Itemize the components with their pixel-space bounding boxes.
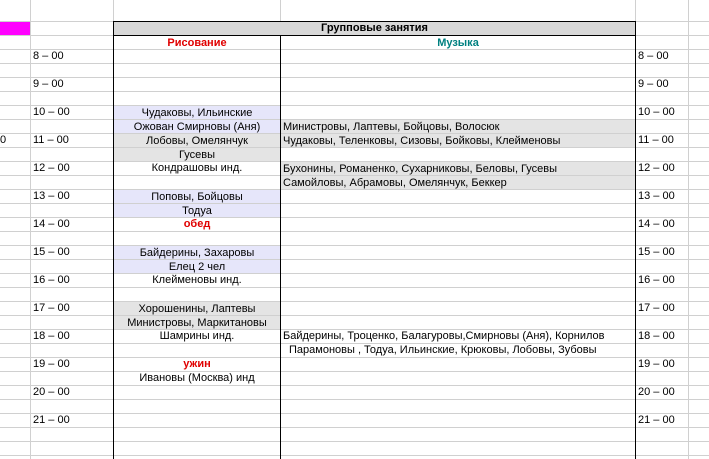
time-label[interactable]: 13 – 00 [33, 190, 70, 202]
drawing-dinner[interactable]: ужин [183, 358, 211, 370]
time-label-right[interactable]: 9 – 00 [638, 78, 669, 90]
gridline [0, 231, 709, 232]
time-label[interactable]: 9 – 00 [33, 78, 64, 90]
drawing-entry[interactable]: Елец 2 чел [114, 260, 280, 273]
time-label-right[interactable]: 15 – 00 [638, 246, 675, 258]
time-label-right[interactable]: 19 – 00 [638, 358, 675, 370]
time-label-right[interactable]: 16 – 00 [638, 274, 675, 286]
drawing-entry[interactable]: Тодуа [114, 204, 280, 217]
gridline [0, 371, 709, 372]
left-edge-value[interactable]: 0 [0, 134, 7, 146]
time-label-right[interactable]: 8 – 00 [638, 50, 669, 62]
time-label[interactable]: 14 – 00 [33, 218, 70, 230]
drawing-entry[interactable]: Кондрашовы инд. [151, 162, 243, 174]
gridline [0, 287, 709, 288]
time-label[interactable]: 21 – 00 [33, 414, 70, 426]
time-label[interactable]: 16 – 00 [33, 274, 70, 286]
time-label[interactable]: 19 – 00 [33, 358, 70, 370]
drawing-entry[interactable]: Гусевы [114, 148, 280, 161]
time-label[interactable]: 17 – 00 [33, 302, 70, 314]
music-entry[interactable]: Самойловы, Абрамовы, Омелянчук, Беккер [281, 176, 635, 189]
time-label-right[interactable]: 18 – 00 [638, 330, 675, 342]
time-label[interactable]: 10 – 00 [33, 106, 70, 118]
time-label[interactable]: 20 – 00 [33, 386, 70, 398]
column-border [113, 21, 114, 459]
gridline [0, 441, 709, 442]
music-entry[interactable]: Парамоновы , Тодуа, Ильинские, Крюковы, Лобовы, Зубовы [289, 344, 597, 356]
header-title[interactable]: Групповые занятия [113, 21, 636, 36]
drawing-entry[interactable]: Ивановы (Москва) инд [139, 372, 255, 384]
gridline [0, 63, 709, 64]
time-label[interactable]: 15 – 00 [33, 246, 70, 258]
header-music[interactable]: Музыка [437, 37, 479, 49]
column-border [280, 35, 281, 459]
time-label-right[interactable]: 21 – 00 [638, 414, 675, 426]
time-label[interactable]: 18 – 00 [33, 330, 70, 342]
time-label-right[interactable]: 12 – 00 [638, 162, 675, 174]
time-label-right[interactable]: 20 – 00 [638, 386, 675, 398]
gridline [0, 455, 709, 456]
drawing-entry[interactable]: Поповы, Бойцовы [114, 190, 280, 203]
time-label[interactable]: 12 – 00 [33, 162, 70, 174]
music-entry[interactable]: Байдерины, Троценко, Балагуровы,Смирновы (Аня), Корнилов [283, 330, 605, 342]
time-label-right[interactable]: 13 – 00 [638, 190, 675, 202]
magenta-cell[interactable] [0, 22, 30, 35]
gridline [0, 315, 709, 316]
gridline [0, 399, 709, 400]
time-label-right[interactable]: 10 – 00 [638, 106, 675, 118]
gridline [0, 147, 709, 148]
gridline [0, 203, 709, 204]
drawing-entry[interactable]: Байдерины, Захаровы [114, 246, 280, 259]
time-label-right[interactable]: 11 – 00 [638, 134, 674, 146]
drawing-entry[interactable]: Ожован Смирновы (Аня) [114, 120, 280, 133]
column-border [635, 21, 636, 459]
gridline [0, 91, 709, 92]
drawing-entry[interactable]: Клейменовы инд. [152, 274, 242, 286]
drawing-lunch[interactable]: обед [183, 218, 211, 230]
gridline [0, 427, 709, 428]
header-drawing[interactable]: Рисование [167, 37, 227, 49]
time-label[interactable]: 11 – 00 [33, 134, 69, 146]
drawing-entry[interactable]: Шамрины инд. [159, 330, 235, 342]
drawing-entry[interactable]: Министровы, Маркитановы [114, 316, 280, 329]
music-entry[interactable]: Чудаковы, Теленковы, Сизовы, Бойковы, Клейменовы [281, 134, 635, 147]
time-label-right[interactable]: 17 – 00 [638, 302, 675, 314]
drawing-entry[interactable]: Чудаковы, Ильинские [114, 106, 280, 119]
gridline [0, 259, 709, 260]
drawing-entry[interactable]: Лобовы, Омелянчук [114, 134, 280, 147]
music-entry[interactable]: Бухонины, Романенко, Сухарниковы, Беловы, Гусевы [281, 162, 635, 175]
music-entry[interactable]: Министровы, Лаптевы, Бойцовы, Волосюк [281, 120, 635, 133]
time-label[interactable]: 8 – 00 [33, 50, 64, 62]
drawing-entry[interactable]: Хорошенины, Лаптевы [114, 302, 280, 315]
gridline [688, 0, 689, 459]
time-label-right[interactable]: 14 – 00 [638, 218, 675, 230]
